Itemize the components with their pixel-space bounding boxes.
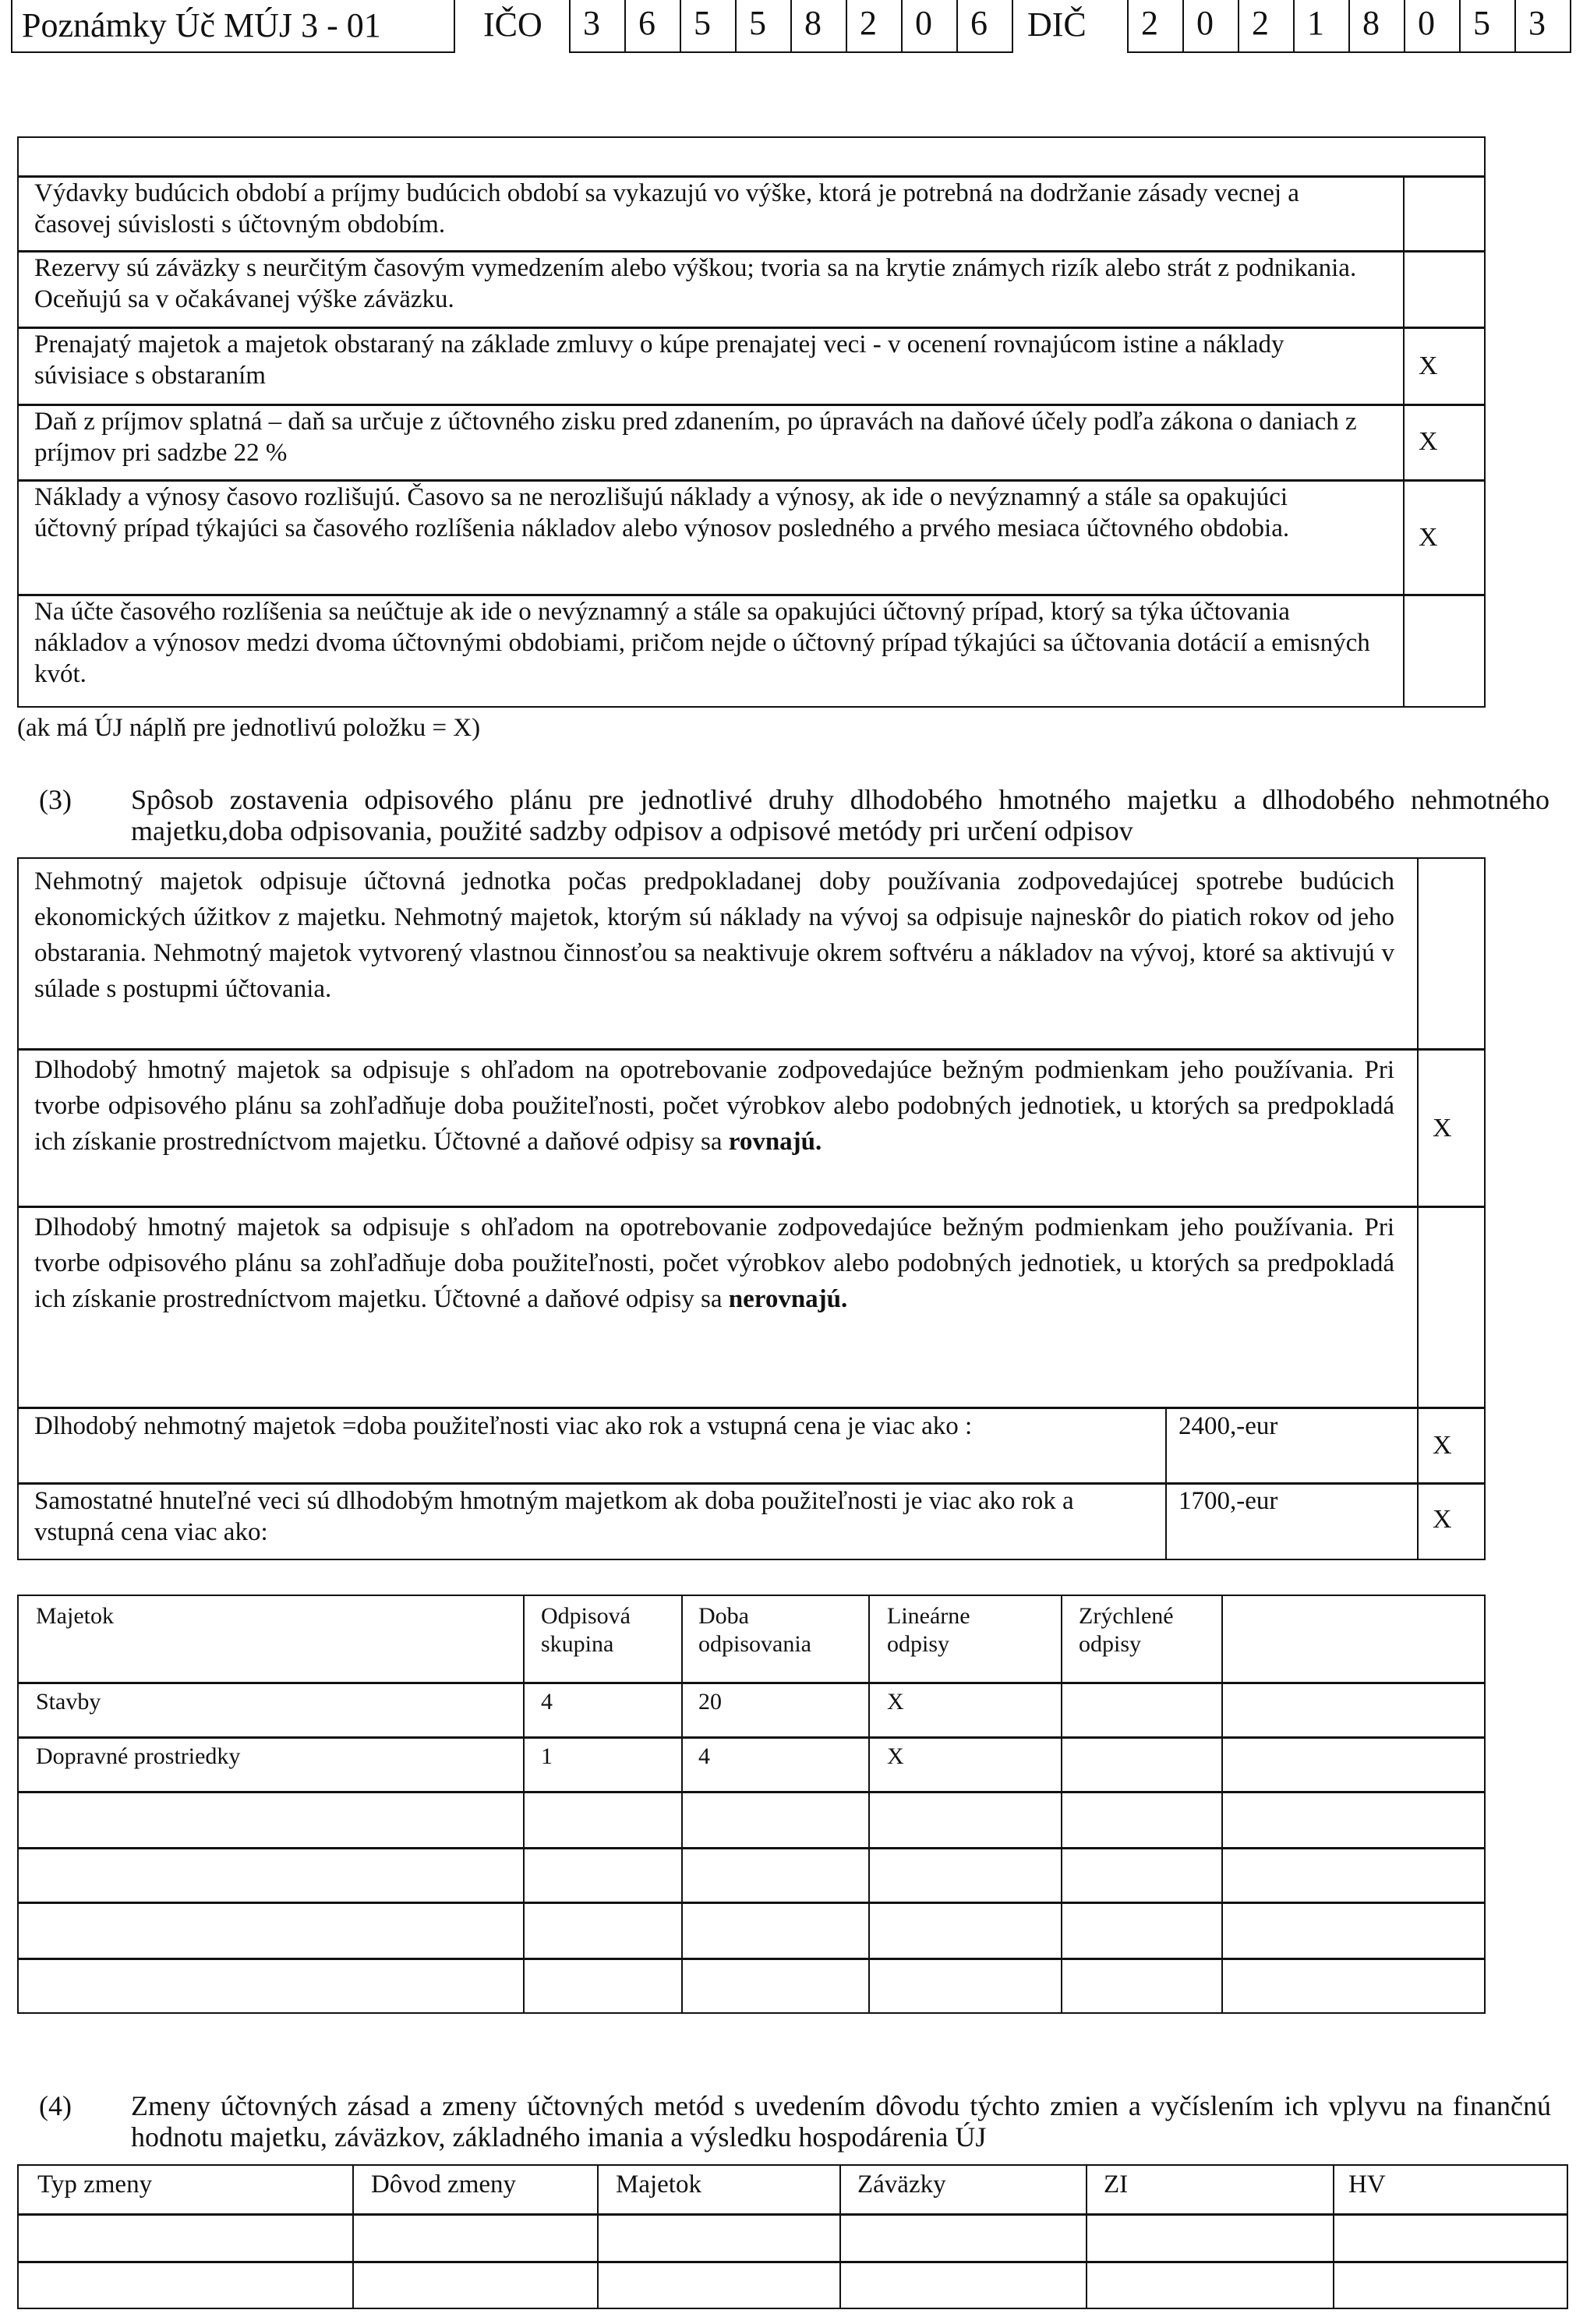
- row-divider: [17, 1902, 1486, 1904]
- policy-text-main: Dlhodobý hmotný majetok sa odpisuje s ohľadom na opotrebovanie zodpovedajúce bežným podmienkam jeho používania. Pri tvorbe odpisového plánu sa zohľadňuje doba použiteľnosti, počet výrobkov alebo podobných jednotiek, u ktorých sa predpokladá ich získanie prostredníctvom majetku. Účtovné a daňové odpisy sa: [34, 1056, 1394, 1156]
- ico-digit[interactable]: 8: [790, 0, 847, 53]
- column-header: Majetok: [36, 1603, 114, 1629]
- ico-label: IČO: [483, 5, 542, 44]
- policy-text: Nehmotný majetok odpisuje účtovná jednotka počas predpokladanej doby používania zodpovedajúcej spotrebe budúcich ekonomických úžitkov z majetku. Nehmotný majetok, ktorým sú náklady na vývoj sa odpisuje najneskôr do piatich rokov od jeho obstarania. Nehmotný majetok vytvorený vlastnou činnosťou sa neaktivuje okrem softvéru a nákladov na vývoj, ktoré sa aktivujú v súlade s postupmi účtovania.: [34, 867, 1394, 1003]
- policy-text-bold: nerovnajú.: [728, 1285, 848, 1313]
- col-divider: [1403, 175, 1405, 708]
- col-divider: [597, 2164, 599, 2309]
- column-header: Doba odpisovania: [698, 1603, 811, 1657]
- col-divider: [868, 1595, 870, 2014]
- table-cell[interactable]: 4: [698, 1743, 710, 1769]
- threshold-text: Samostatné hnuteľné veci sú dlhodobým hmotným majetkom ak doba použiteľnosti je viac ako rok a vstupná cena viac ako:: [34, 1487, 1074, 1546]
- policy-text: [34, 1052, 1394, 1160]
- ico-digit[interactable]: 2: [846, 0, 903, 53]
- table-cell[interactable]: 4: [541, 1689, 553, 1715]
- row-divider: [17, 1736, 1486, 1739]
- policy-mark[interactable]: X: [1433, 1505, 1452, 1534]
- row-divider: [17, 1847, 1486, 1849]
- policy-mark[interactable]: X: [1433, 1431, 1452, 1460]
- table-cell[interactable]: Stavby: [36, 1689, 101, 1715]
- dic-digit[interactable]: 3: [1514, 0, 1571, 53]
- policy-text: Prenajatý majetok a majetok obstaraný na základe zmluvy o kúpe prenajatej veci - v ocenení rovnajúcom istine a náklady súvisiace s obstaraním: [34, 330, 1284, 390]
- row-divider: [17, 1482, 1486, 1485]
- col-divider: [1061, 1595, 1062, 2014]
- table-cell[interactable]: X: [887, 1743, 904, 1769]
- dic-digit[interactable]: 8: [1348, 0, 1405, 53]
- table-cell[interactable]: Dopravné prostriedky: [36, 1743, 241, 1769]
- policy-mark[interactable]: X: [1419, 351, 1438, 380]
- col-divider: [839, 2164, 841, 2309]
- table-cell[interactable]: 1: [541, 1743, 553, 1769]
- column-header: Odpisová skupina: [541, 1603, 631, 1657]
- table-cell[interactable]: X: [887, 1689, 904, 1715]
- column-header: ZI: [1104, 2170, 1129, 2199]
- policy-text-bold: rovnajú.: [728, 1128, 822, 1156]
- row-divider: [17, 1206, 1486, 1208]
- column-header: Dôvod zmeny: [371, 2170, 517, 2199]
- policy-changes-frame: [17, 2164, 1568, 2309]
- ico-digit[interactable]: 3: [569, 0, 626, 53]
- column-header: HV: [1348, 2170, 1386, 2199]
- ico-digit[interactable]: 0: [901, 0, 958, 53]
- col-divider: [1417, 857, 1419, 1407]
- policies-note: (ak má ÚJ náplň pre jednotlivú položku = X): [17, 714, 481, 742]
- col-divider: [681, 1595, 683, 2014]
- col-divider: [352, 2164, 354, 2309]
- dic-digit[interactable]: 5: [1459, 0, 1516, 53]
- table-cell[interactable]: 20: [698, 1689, 722, 1715]
- column-header: Lineárne odpisy: [887, 1603, 970, 1657]
- threshold-text: Dlhodobý nehmotný majetok =doba použiteľnosti viac ako rok a vstupná cena je viac ako :: [34, 1412, 973, 1440]
- row-divider: [17, 2213, 1568, 2216]
- row-divider: [17, 1682, 1486, 1684]
- column-header: Typ zmeny: [37, 2170, 153, 2199]
- ico-digit[interactable]: 6: [624, 0, 681, 53]
- policy-mark[interactable]: X: [1433, 1114, 1452, 1143]
- threshold-value[interactable]: 2400,-eur: [1178, 1412, 1278, 1440]
- section-4-number: (4): [39, 2090, 72, 2121]
- dic-digit[interactable]: 2: [1127, 0, 1184, 53]
- col-divider: [1221, 1595, 1223, 2014]
- dic-digit[interactable]: 2: [1238, 0, 1295, 53]
- row-divider: [17, 1048, 1486, 1051]
- policy-text: Na účte časového rozlíšenia sa neúčtuje ak ide o nevýznamný a stále sa opakujúci účtovný prípad, ktorý sa týka účtovania nákladov a výnosov medzi dvoma účtovnými obdobiami, pričom nejde o účtovný prípad týkajúci sa účtovania dotácií a emisných kvót.: [34, 598, 1370, 688]
- policy-text-main: Dlhodobý hmotný majetok sa odpisuje s ohľadom na opotrebovanie zodpovedajúce bežným podmienkam jeho používania. Pri tvorbe odpisového plánu sa zohľadňuje doba použiteľnosti, počet výrobkov alebo podobných jednotiek, u ktorých sa predpokladá ich získanie prostredníctvom majetku. Účtovné a daňové odpisy sa: [34, 1213, 1394, 1313]
- col-divider: [1086, 2164, 1087, 2309]
- row-divider: [17, 2261, 1568, 2263]
- threshold-value[interactable]: 1700,-eur: [1178, 1487, 1278, 1515]
- column-header: Majetok: [616, 2170, 701, 2199]
- policy-text: Rezervy sú záväzky s neurčitým časovým vymedzením alebo výškou; tvoria sa na krytie známych rizík alebo strát z podnikania. Oceňujú sa v očakávanej výške záväzku.: [34, 254, 1357, 313]
- dic-label: DIČ: [1027, 5, 1087, 44]
- row-divider: [17, 1407, 1486, 1409]
- dic-digit[interactable]: 0: [1404, 0, 1461, 53]
- policy-text: [34, 1210, 1394, 1317]
- col-divider: [1165, 1407, 1167, 1560]
- ico-digit[interactable]: 6: [956, 0, 1013, 53]
- col-divider: [1333, 2164, 1334, 2309]
- policy-mark[interactable]: X: [1419, 427, 1438, 456]
- col-divider: [1417, 1407, 1419, 1560]
- policy-text: Výdavky budúcich období a príjmy budúcich období sa vykazujú vo výške, ktorá je potrebná na dodržanie zásady vecnej a časovej súvislosti s účtovným obdobím.: [34, 179, 1299, 238]
- section-4-heading: Zmeny účtovných zásad a zmeny účtovných metód s uvedením dôvodu týchto zmien a vyčíslením ich vplyvu na finančnú hodnotu majetku, záväzkov, základného imania a výsledku hospodárenia ÚJ: [131, 2090, 1551, 2153]
- form-title: Poznámky Úč MÚJ 3 - 01: [11, 0, 455, 53]
- col-divider: [523, 1595, 525, 2014]
- row-divider: [17, 1958, 1486, 1960]
- dic-digit[interactable]: 1: [1293, 0, 1350, 53]
- policy-mark[interactable]: X: [1419, 523, 1438, 552]
- section-3-heading: Spôsob zostavenia odpisového plánu pre jednotlivé druhy dlhodobého hmotného majetku a dlhodobého nehmotného majetku,doba odpisovania, použité sadzby odpisov a odpisové metódy pri určení odpisov: [131, 784, 1549, 846]
- dic-digit[interactable]: 0: [1182, 0, 1239, 53]
- column-header: Záväzky: [857, 2170, 946, 2199]
- policy-text: Daň z príjmov splatná – daň sa určuje z účtovného zisku pred zdanením, po úpravách na daňové účely podľa zákona o daniach z príjmov pri sadzbe 22 %: [34, 408, 1357, 467]
- ico-digit[interactable]: 5: [680, 0, 737, 53]
- ico-digit[interactable]: 5: [735, 0, 792, 53]
- policy-text: Náklady a výnosy časovo rozlišujú. Časovo sa ne nerozlišujú náklady a výnosy, ak ide o nevýznamný a stále sa opakujúci účtovný prípad týkajúci sa časového rozlíšenia nákladov alebo výnosov posledného a prvého mesiaca účtovného obdobia.: [34, 483, 1290, 542]
- section-3-number: (3): [39, 784, 72, 815]
- column-header: Zrýchlené odpisy: [1079, 1603, 1174, 1657]
- row-divider: [17, 1791, 1486, 1793]
